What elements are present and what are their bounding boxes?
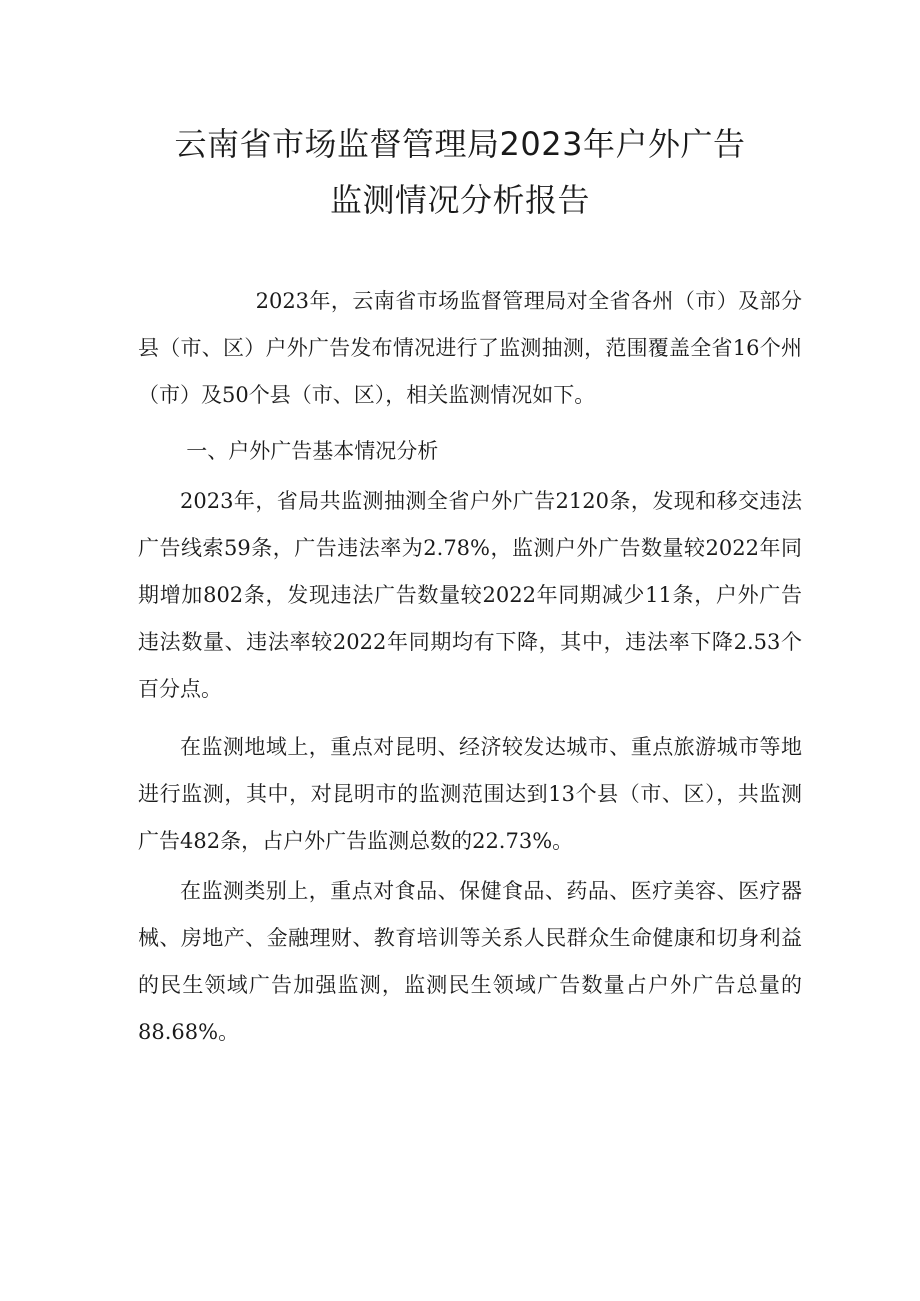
section-heading: 一、户外广告基本情况分析 [186,439,439,463]
overview-paragraph: 2023年，省局共监测抽测全省户外广告2120条，发现和移交违法广告线索59条，广告违法率为2.78%，监测户外广告数量较2022年同期增加802条，发现违法广告数量较2022年同期减少11条，户外广告违法数量、违法率较2022年同期均有下降，其中，违法率下降2.53个百分点。 [138,489,802,701]
report-title-line-2: 监测情况分析报告 [329,181,590,219]
region-paragraph: 在监测地域上，重点对昆明、经济较发达城市、重点旅游城市等地进行监测，其中，对昆明市的监测范围达到13个县（市、区），共监测广告482条，占户外广告监测总数的22.73%。 [138,735,802,853]
report-title-line-1: 云南省市场监督管理局2023年户外广告 [174,125,746,163]
intro-paragraph: 2023年，云南省市场监督管理局对全省各州（市）及部分县（市、区）户外广告发布情况进行了监测抽测，范围覆盖全省16个州（市）及50个县（市、区），相关监测情况如下。 [138,289,802,407]
category-paragraph: 在监测类别上，重点对食品、保健食品、药品、医疗美容、医疗器械、房地产、金融理财、教育培训等关系人民群众生命健康和切身利益的民生领域广告加强监测，监测民生领域广告数量占户外广告总量的88.68%。 [138,879,802,1044]
